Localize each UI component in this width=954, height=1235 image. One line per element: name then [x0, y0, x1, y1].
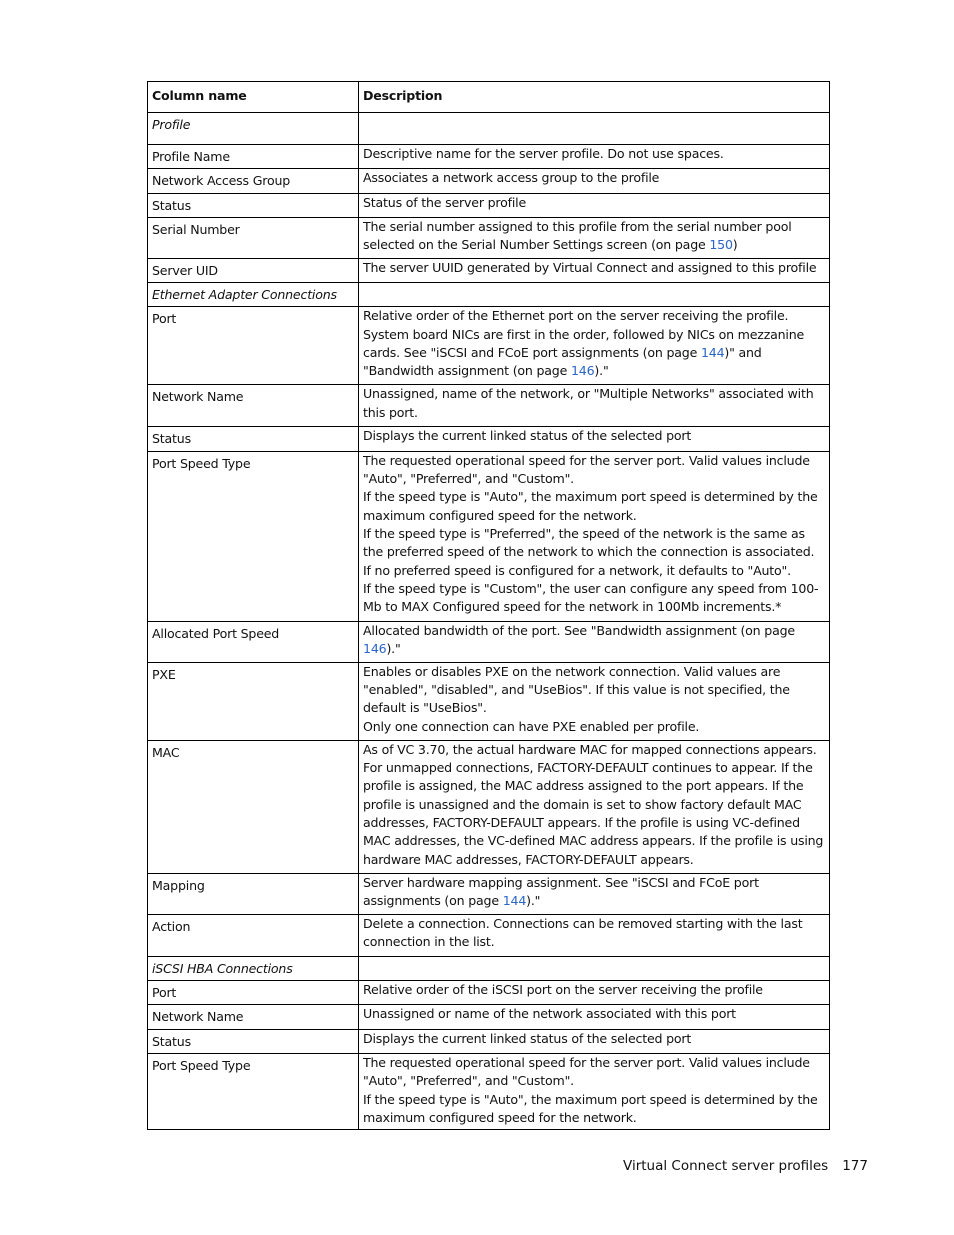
column-name-cell: Port: [148, 981, 359, 1005]
column-name-cell: Status: [148, 1029, 359, 1053]
column-name-cell: Status: [148, 193, 359, 217]
table-row: [148, 145, 830, 169]
description-paragraph: [363, 1091, 825, 1128]
description-text: )" and "Bandwidth assignment (on page: [363, 345, 762, 379]
description-paragraph: [363, 194, 825, 212]
description-text: ).": [386, 641, 401, 657]
section-title: Ethernet Adapter Connections: [148, 283, 359, 307]
table-row: [148, 873, 830, 914]
section-row: [148, 113, 830, 145]
description-text: Allocated bandwidth of the port. See "Bandwidth assignment (on page: [363, 622, 795, 638]
description-text: If the speed type is "Preferred", the speed of the network is the same as the preferred speed of the network to which the connection is associated. If no preferred speed is configured for a network, it defaults to "Auto".: [363, 525, 815, 578]
table-row: [148, 427, 830, 451]
description-paragraph: [363, 718, 825, 736]
column-name-cell: Port: [148, 307, 359, 385]
column-name-cell: PXE: [148, 662, 359, 740]
description-cell: [359, 914, 830, 956]
description-paragraph: [363, 622, 825, 659]
description-paragraph: [363, 981, 825, 999]
column-name-header: Column name: [148, 82, 359, 113]
description-cell: [359, 169, 830, 193]
description-paragraph: [363, 427, 825, 445]
description-text: If the speed type is "Auto", the maximum port speed is determined by the maximum configured speed for the network.: [363, 489, 818, 523]
description-cell: [359, 145, 830, 169]
description-text: Displays the current linked status of the selected port: [363, 1030, 692, 1046]
description-text: Descriptive name for the server profile. Do not use spaces.: [363, 146, 724, 161]
description-text: Displays the current linked status of the selected port: [363, 428, 692, 444]
description-cell: [359, 1005, 830, 1029]
column-name-cell: Server UID: [148, 258, 359, 282]
description-cell: [359, 873, 830, 914]
description-text: Enables or disables PXE on the network connection. Valid values are "enabled", "disabled", and "UseBios". If this value is not specified, the default is "UseBios".: [363, 663, 790, 716]
page-footer: [623, 1158, 868, 1174]
description-paragraph: [363, 488, 825, 525]
description-paragraph: [363, 452, 825, 489]
column-name-cell: Allocated Port Speed: [148, 621, 359, 662]
description-cell: [359, 1029, 830, 1053]
description-cell: [359, 621, 830, 662]
description-cell: [359, 451, 830, 621]
page-reference-link[interactable]: 144: [502, 893, 527, 909]
description-text: The requested operational speed for the server port. Valid values include "Auto", "Preferred", and "Custom".: [363, 1054, 810, 1089]
section-title: iSCSI HBA Connections: [148, 956, 359, 980]
description-text: The serial number assigned to this profile from the serial number pool selected on the Serial Number Settings screen (on page: [363, 218, 792, 253]
footer-section-title: Virtual Connect server profiles: [623, 1158, 829, 1174]
description-text: Unassigned, name of the network, or "Multiple Networks" associated with this port.: [363, 386, 814, 420]
description-paragraph: [363, 1005, 825, 1023]
description-cell: [359, 740, 830, 873]
description-cell: [359, 1053, 830, 1129]
description-paragraph: [363, 1054, 825, 1091]
column-name-cell: Network Access Group: [148, 169, 359, 193]
column-name-cell: Port Speed Type: [148, 451, 359, 621]
page-reference-link[interactable]: 144: [700, 345, 725, 361]
table-row: [148, 258, 830, 282]
table-row: [148, 621, 830, 662]
page-reference-link[interactable]: 146: [363, 641, 387, 657]
description-cell: [359, 283, 830, 307]
description-text: The requested operational speed for the server port. Valid values include "Auto", "Preferred", and "Custom".: [363, 452, 810, 487]
description-cell: [359, 981, 830, 1005]
description-paragraph: [363, 580, 825, 617]
description-cell: [359, 662, 830, 740]
description-text: Associates a network access group to the profile: [363, 170, 660, 186]
table-row: [148, 169, 830, 193]
column-name-cell: Serial Number: [148, 217, 359, 258]
description-cell: [359, 385, 830, 427]
column-description-table: [147, 81, 830, 1130]
description-text: ).": [594, 363, 609, 379]
table-row: [148, 740, 830, 873]
description-paragraph: [363, 874, 825, 911]
table-row: [148, 385, 830, 427]
description-paragraph: [363, 218, 825, 255]
table-body: [148, 113, 830, 1130]
table-row: [148, 307, 830, 385]
description-paragraph: [363, 169, 825, 187]
description-text: If the speed type is "Custom", the user can configure any speed from 100-Mb to MAX Configured speed for the network in 100Mb increments.*: [363, 580, 819, 615]
description-cell: [359, 307, 830, 385]
column-name-cell: Action: [148, 914, 359, 956]
description-paragraph: [363, 307, 825, 380]
description-cell: [359, 113, 830, 145]
description-header: Description: [359, 82, 830, 113]
description-cell: [359, 427, 830, 451]
table-header-row: [148, 82, 830, 113]
section-title: Profile: [148, 113, 359, 145]
description-paragraph: [363, 1030, 825, 1048]
description-paragraph: [363, 663, 825, 718]
page-reference-link[interactable]: 150: [709, 237, 733, 253]
description-text: If the speed type is "Auto", the maximum port speed is determined by the maximum configured speed for the network.: [363, 1091, 818, 1125]
table-row: [148, 451, 830, 621]
section-row: [148, 283, 830, 307]
description-text: Status of the server profile: [363, 194, 526, 210]
column-name-cell: Profile Name: [148, 145, 359, 169]
description-paragraph: [363, 525, 825, 580]
description-paragraph: [363, 915, 825, 952]
column-name-cell: Status: [148, 427, 359, 451]
table-row: [148, 1053, 830, 1129]
description-paragraph: [363, 259, 825, 277]
description-paragraph: [363, 741, 825, 869]
description-text: Server hardware mapping assignment. See "iSCSI and FCoE port assignments (on page: [363, 874, 759, 909]
description-text: Relative order of the iSCSI port on the server receiving the profile: [363, 982, 763, 998]
table-row: [148, 193, 830, 217]
description-paragraph: [363, 145, 825, 163]
table-row: [148, 217, 830, 258]
table-row: [148, 914, 830, 956]
page-number: 177: [842, 1158, 868, 1174]
description-text: Delete a connection. Connections can be removed starting with the last connection in the list.: [363, 915, 803, 950]
table-row: [148, 1005, 830, 1029]
description-cell: [359, 217, 830, 258]
description-text: As of VC 3.70, the actual hardware MAC for mapped connections appears. For unmapped connections, FACTORY-DEFAULT continues to appear. If the profile is assigned, the MAC address assigned to the port appears. If the profile is unassigned and the domain is set to show factory default MAC addresses, FACTORY-DEFAULT appears. If the profile is using VC-defined MAC addresses, the VC-defined MAC address appears. If the profile is using hardware MAC addresses, FACTORY-DEFAULT appears.: [363, 741, 824, 867]
description-cell: [359, 193, 830, 217]
description-text: Unassigned or name of the network associated with this port: [363, 1006, 736, 1022]
description-text: ).": [526, 893, 541, 909]
description-cell: [359, 258, 830, 282]
table-row: [148, 981, 830, 1005]
section-row: [148, 956, 830, 980]
description-text: Only one connection can have PXE enabled per profile.: [363, 718, 700, 734]
table-row: [148, 662, 830, 740]
description-text: ): [732, 237, 738, 253]
description-paragraph: [363, 385, 825, 422]
description-cell: [359, 956, 830, 980]
column-name-cell: Port Speed Type: [148, 1053, 359, 1129]
table-row: [148, 1029, 830, 1053]
column-name-cell: MAC: [148, 740, 359, 873]
description-text: Relative order of the Ethernet port on the server receiving the profile. System board NICs are first in the order, followed by NICs on mezzanine cards. See "iSCSI and FCoE port assignments (on page: [363, 308, 805, 361]
description-text: The server UUID generated by Virtual Connect and assigned to this profile: [363, 259, 817, 275]
column-name-cell: Network Name: [148, 1005, 359, 1029]
column-name-cell: Mapping: [148, 873, 359, 914]
page-reference-link[interactable]: 146: [570, 363, 595, 379]
column-name-cell: Network Name: [148, 385, 359, 427]
